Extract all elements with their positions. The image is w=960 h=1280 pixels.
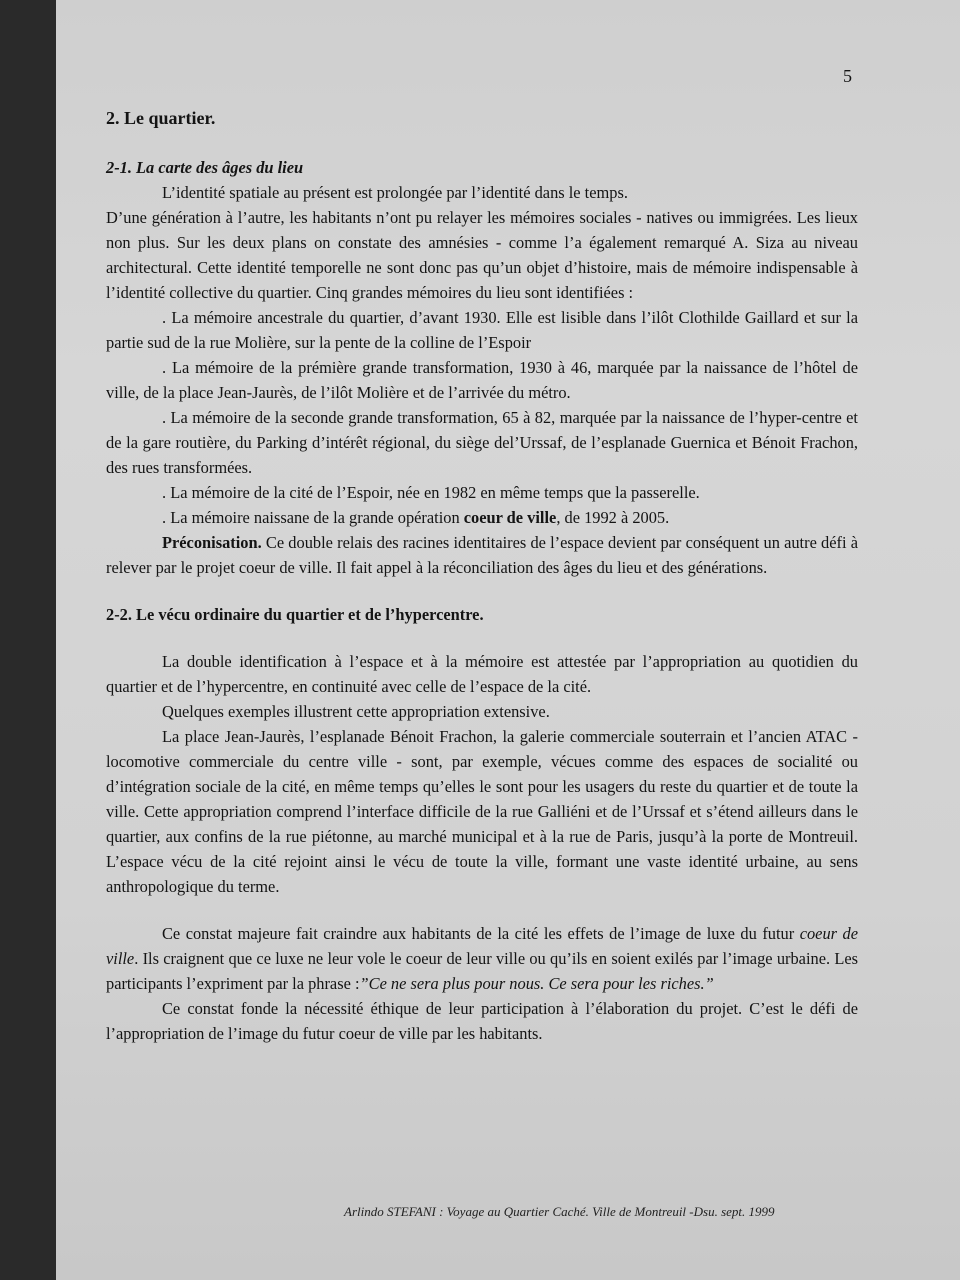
paragraph: La place Jean-Jaurès, l’esplanade Bénoit Frachon, la galerie commerciale souterrain et l’ancien ATAC - locomotive commerciale du centre ville - sont, par exemple, vécues comme des espaces de socialité ou d’intégration sociale de la cité, en même temps qu’elles le sont pour les usagers du reste du quartier et de toute la ville. Cette appropriation comprend l’interface difficile de la rue Galliéni et de l’Urssaf et s’étend ailleurs dans le quartier, aux confins de la rue piétonne, au marché municipal et à la rue de Paris, jusqu’à la porte de Montreuil. L’espace vécu de la cité rejoint ainsi le vécu de toute la ville, formant une vaste identité urbaine, au sens anthropologique du terme. [106,727,858,896]
paragraph-italic: coeur de ville [106,924,859,968]
paragraph: Ce constat fonde la nécessité éthique de leur participation à l’élaboration du projet. C’est le défi de l’appropriation de l’image du futur coeur de ville par les habitants. [106,999,858,1043]
paragraph: La double identification à l’espace et à la mémoire est attestée par l’appropriation au quotidien du quartier et de l’hypercentre, en continuité avec celle de l’espace de la cité. [106,652,858,696]
memory-item-bold: coeur de ville [463,508,557,527]
paragraph: L’identité spatiale au présent est prolongée par l’identité dans le temps. [162,183,628,202]
subsection-title-2-2: 2-2. Le vécu ordinaire du quartier et de l’hypercentre. [106,605,484,624]
document-page [56,0,960,1280]
paragraph-text: . Ils craignent que ce luxe ne leur vole le coeur de leur ville ou qu’ils en soient exilés par l’image urbaine. Les participants l’expriment par la phrase : [106,949,858,993]
memory-item: . La mémoire de la seconde grande transformation, 65 à 82, marquée par la naissance de l’hyper-centre et de la gare routière, du Parking d’intérêt régional, du siège del’Urssaf, de l’esplanade Guernica et Bénoit Frachon, des rues transformées. [106,408,858,477]
quote: ”Ce ne sera plus pour nous. Ce sera pour les riches.” [359,974,714,993]
memory-item: . La mémoire ancestrale du quartier, d’avant 1930. Elle est lisible dans l’ilôt Clothilde Gaillard et sur la partie sud de la rue Molière, sur la pente de la colline de l’Espoir [106,308,858,352]
paragraph: D’une génération à l’autre, les habitants n’ont pu relayer les mémoires sociales - natives ou immigrées. Les lieux non plus. Sur les deux plans on constate des amnésies - comme l’a également remarqué A. Siza au niveau architectural. Cette identité temporelle ne sont donc pas qu’un objet d’histoire, mais de mémoire indispensable à l’identité collective du quartier. Cinq grandes mémoires du lieu sont identifiées : [106,208,858,302]
section-title: 2. Le quartier. [106,108,216,128]
memory-item-text: . La mémoire naissane de la grande opération [162,508,464,527]
recommendation-text: Ce double relais des racines identitaires de l’espace devient par conséquent un autre défi à relever par le projet coeur de ville. Il fait appel à la réconciliation des âges du lieu et des générations. [106,533,858,577]
page-body [106,106,858,1046]
paragraph [106,921,858,996]
page-number: 5 [843,66,852,86]
subsection-title-2-1: 2-1. La carte des âges du lieu [106,158,304,177]
recommendation-paragraph [106,530,858,580]
memory-item-text: , de 1992 à 2005. [556,508,670,527]
memory-item: . La mémoire de la cité de l’Espoir, née en 1982 en même temps que la passerelle. [162,483,700,502]
page-footer: Arlindo STEFANI : Voyage au Quartier Caché. Ville de Montreuil -Dsu. sept. 1999 [344,1204,775,1219]
recommendation-label: Préconisation. [162,533,262,552]
memory-item [106,505,858,530]
memory-item: . La mémoire de la prémière grande transformation, 1930 à 46, marquée par la naissance de l’hôtel de ville, de la place Jean-Jaurès, de l’ilôt Molière et de l’arrivée du métro. [106,358,858,402]
paragraph: Quelques exemples illustrent cette appropriation extensive. [162,702,550,721]
paragraph-text: Ce constat majeure fait craindre aux habitants de la cité les effets de l’image de luxe du futur [162,924,800,943]
